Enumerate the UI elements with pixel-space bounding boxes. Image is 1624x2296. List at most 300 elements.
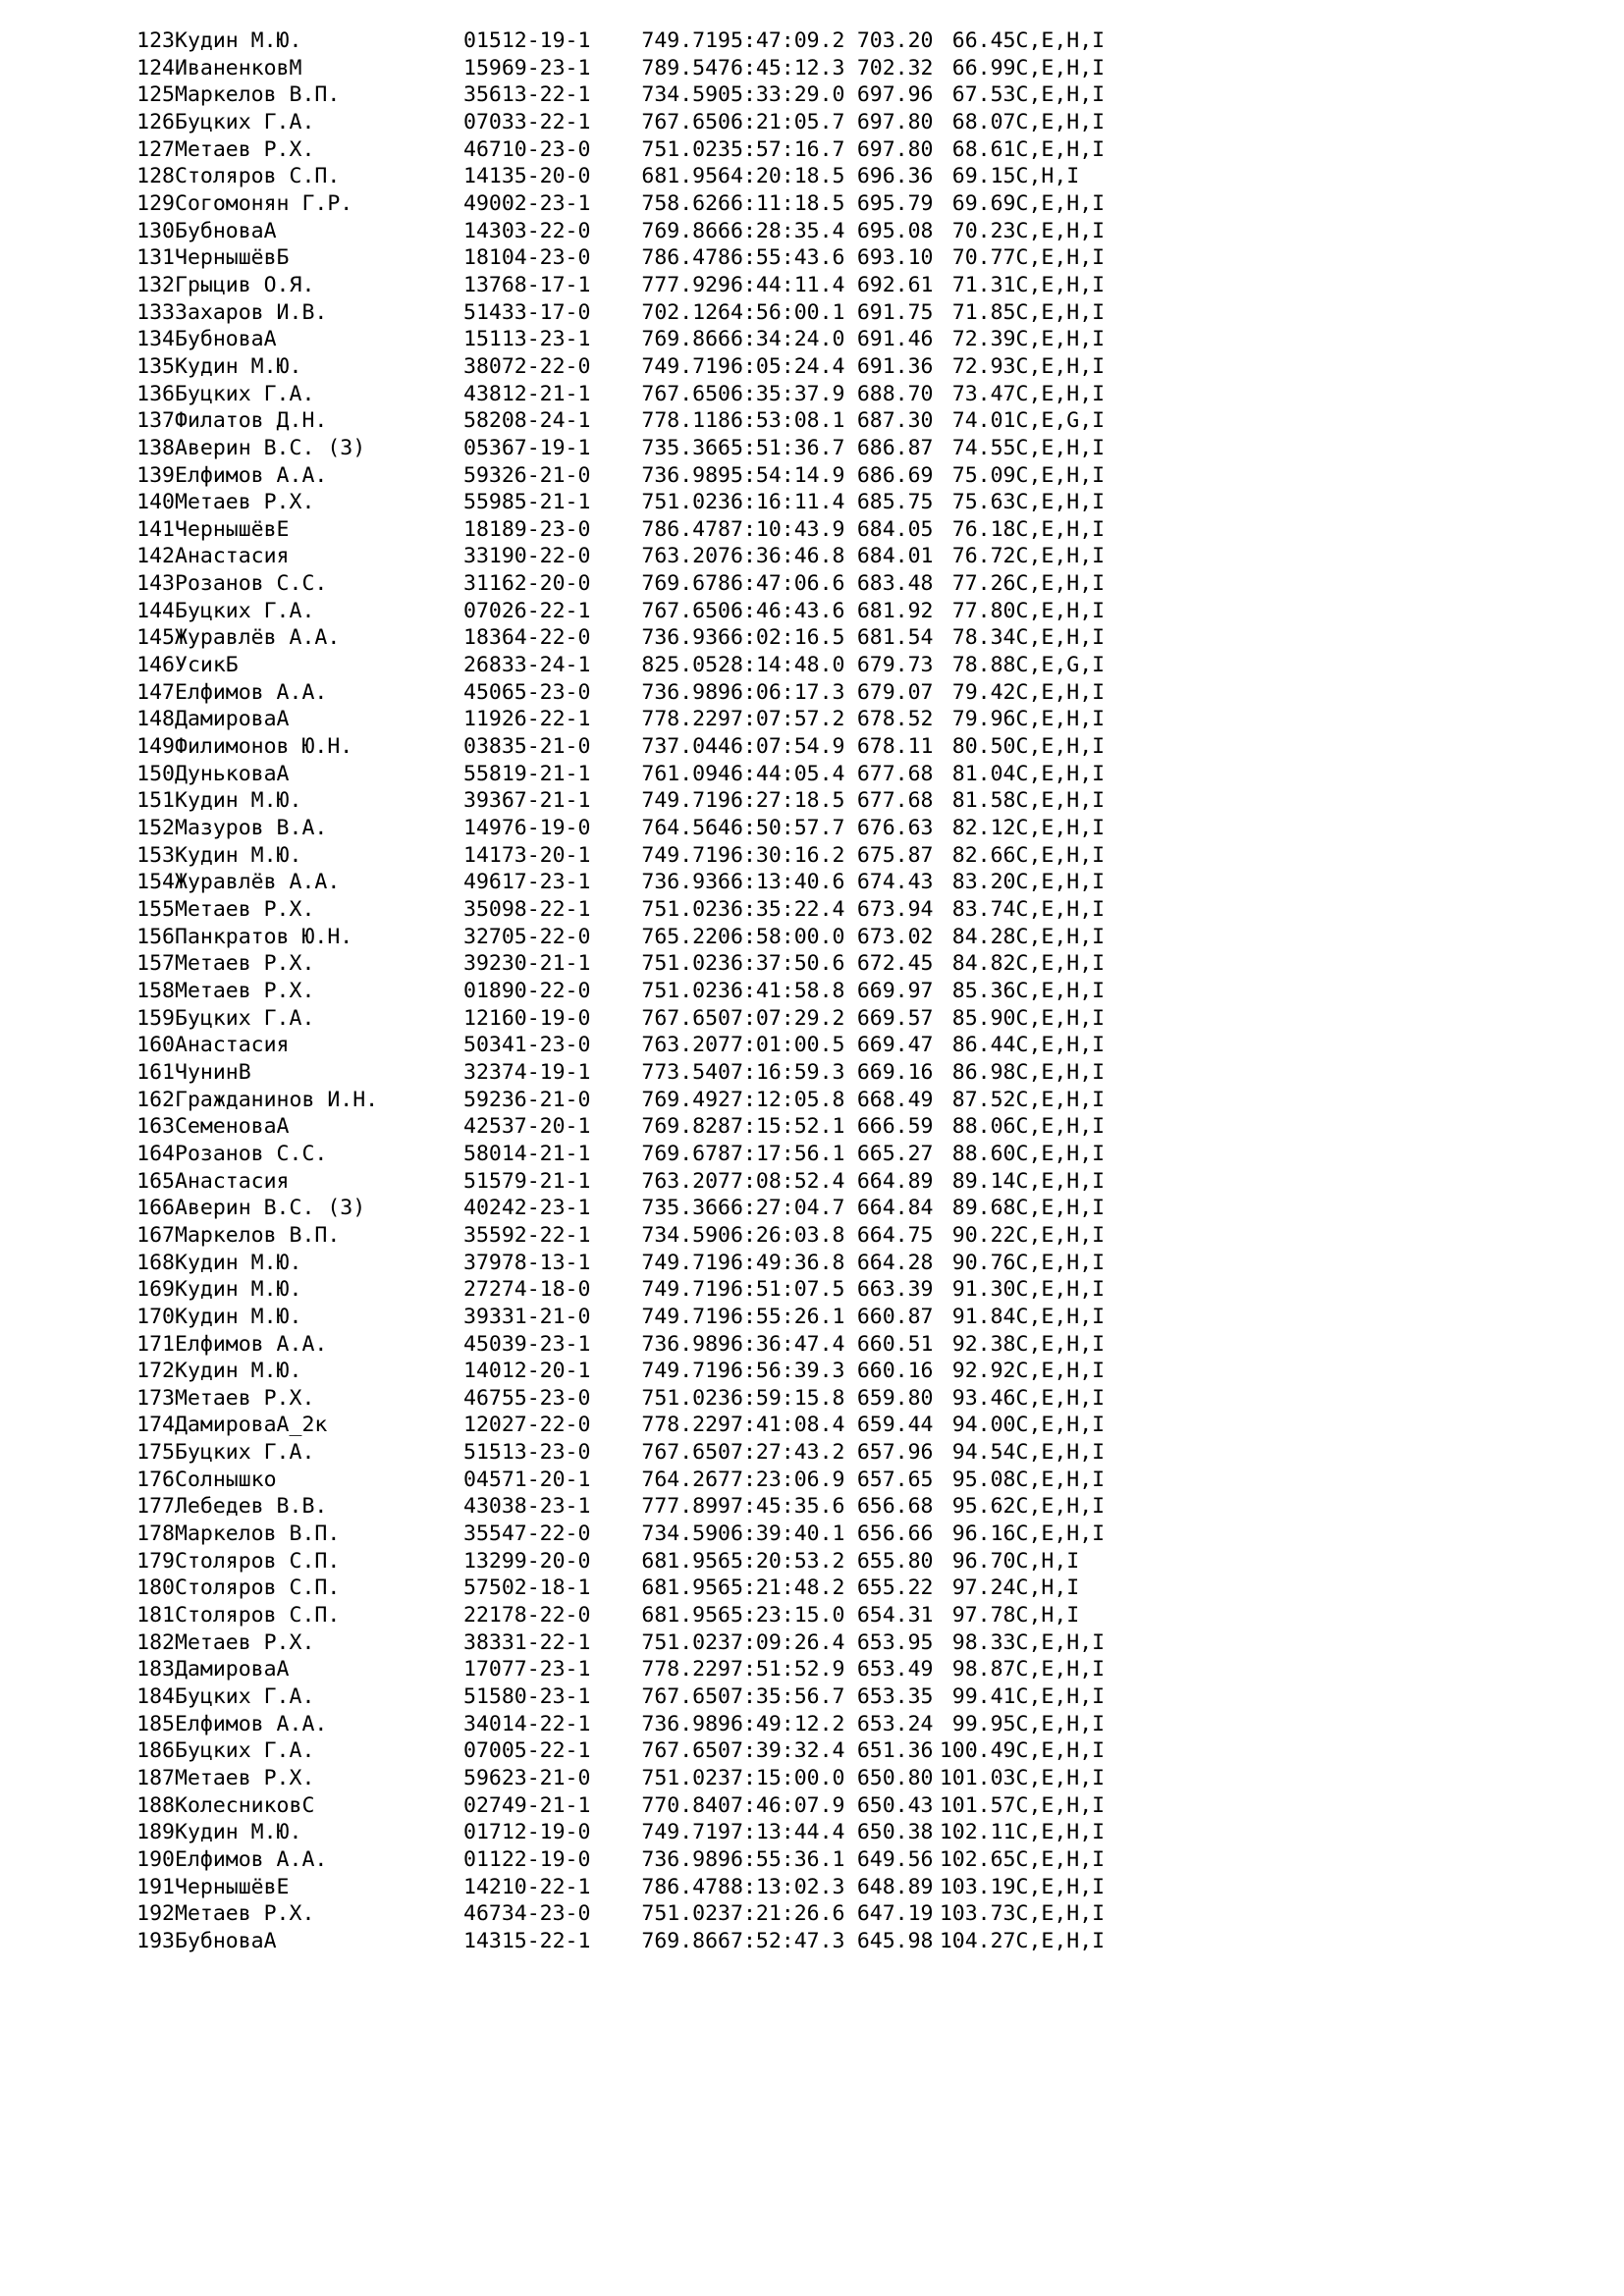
row-value3: 76.18 (951, 516, 1016, 542)
row-name: Метаев Р.Х. (175, 897, 315, 922)
row-value2: 650.38 (856, 1820, 934, 1845)
table-row (130, 435, 1105, 462)
row-value1: 736.989 (641, 462, 731, 488)
row-tags: C,E,G,I (1015, 653, 1106, 678)
row-value3: 79.96 (951, 707, 1016, 732)
row-time: 7:46:07.9 (731, 1792, 845, 1818)
row-name: Розанов С.С. (175, 571, 328, 597)
row-bib: 14315-22-1 (463, 1928, 591, 1953)
row-name: ДамироваА_2к (175, 1413, 328, 1438)
row-name: Метаев Р.Х. (175, 490, 315, 515)
table-row (130, 489, 1105, 516)
row-name: Маркелов В.П. (175, 82, 341, 108)
row-value3: 101.57 (939, 1792, 1016, 1818)
row-value1: 751.023 (641, 1385, 731, 1411)
row-rank: 123 (136, 28, 175, 53)
row-value1: 769.828 (641, 1114, 731, 1140)
row-value3: 92.92 (951, 1359, 1016, 1384)
row-bib: 27274-18-0 (463, 1277, 591, 1303)
row-value2: 649.56 (856, 1846, 934, 1872)
table-row (130, 218, 1105, 245)
row-value2: 653.49 (856, 1657, 934, 1682)
row-bib: 46734-23-0 (463, 1901, 591, 1927)
row-rank: 138 (136, 435, 175, 460)
row-value1: 769.678 (641, 1141, 731, 1166)
row-value3: 72.93 (951, 353, 1016, 379)
row-rank: 167 (136, 1222, 175, 1248)
row-value2: 666.59 (856, 1114, 934, 1140)
row-value3: 78.34 (951, 625, 1016, 651)
row-name: Елфимов А.А. (175, 1846, 328, 1872)
row-bib: 40242-23-1 (463, 1196, 591, 1221)
row-time: 5:21:48.2 (731, 1575, 845, 1601)
row-value3: 70.77 (951, 245, 1016, 271)
row-name: Аверин В.С. (З) (175, 1196, 366, 1221)
row-value2: 648.89 (856, 1874, 934, 1899)
row-tags: C,E,H,I (1015, 1250, 1106, 1275)
table-row (130, 1141, 1105, 1168)
row-rank: 143 (136, 571, 175, 597)
row-value3: 67.53 (951, 82, 1016, 108)
table-row (130, 733, 1105, 761)
row-tags: C,E,H,I (1015, 842, 1106, 868)
table-row (130, 1765, 1105, 1792)
row-value2: 681.92 (856, 598, 934, 623)
row-rank: 177 (136, 1494, 175, 1520)
row-tags: C,E,H,I (1015, 625, 1106, 651)
row-bib: 49617-23-1 (463, 870, 591, 895)
table-row (130, 598, 1105, 625)
row-bib: 07026-22-1 (463, 598, 591, 623)
row-value1: 735.366 (641, 435, 731, 460)
table-row (130, 326, 1105, 353)
row-rank: 191 (136, 1874, 175, 1899)
row-value1: 751.023 (641, 1901, 731, 1927)
row-bib: 01712-19-0 (463, 1820, 591, 1845)
row-bib: 14135-20-0 (463, 164, 591, 189)
row-rank: 190 (136, 1846, 175, 1872)
row-rank: 193 (136, 1928, 175, 1953)
row-name: Журавлёв А.А. (175, 625, 341, 651)
table-row (130, 896, 1105, 924)
row-time: 5:57:16.7 (731, 136, 845, 162)
row-value3: 84.28 (951, 924, 1016, 949)
row-time: 5:51:36.7 (731, 435, 845, 460)
row-bib: 02749-21-1 (463, 1792, 591, 1818)
row-rank: 131 (136, 245, 175, 271)
row-tags: C,E,H,I (1015, 1059, 1106, 1085)
row-tags: C,E,H,I (1015, 1792, 1106, 1818)
row-tags: C,E,H,I (1015, 734, 1106, 760)
row-value2: 695.79 (856, 190, 934, 216)
row-name: Елфимов А.А. (175, 679, 328, 705)
row-value3: 88.60 (951, 1141, 1016, 1166)
row-value3: 102.11 (939, 1820, 1016, 1845)
row-tags: C,E,H,I (1015, 1467, 1106, 1492)
row-rank: 153 (136, 842, 175, 868)
row-bib: 03835-21-0 (463, 734, 591, 760)
row-value3: 92.38 (951, 1331, 1016, 1357)
row-tags: C,E,H,I (1015, 1711, 1106, 1736)
row-value3: 81.04 (951, 761, 1016, 786)
row-rank: 166 (136, 1196, 175, 1221)
row-rank: 172 (136, 1359, 175, 1384)
row-value1: 763.207 (641, 1168, 731, 1194)
row-value3: 71.31 (951, 272, 1016, 297)
row-rank: 124 (136, 55, 175, 80)
row-rank: 173 (136, 1385, 175, 1411)
row-value3: 85.36 (951, 978, 1016, 1003)
row-tags: C,E,H,I (1015, 1222, 1106, 1248)
row-value2: 645.98 (856, 1928, 934, 1953)
table-row (130, 1439, 1105, 1467)
row-value1: 751.023 (641, 490, 731, 515)
row-value3: 71.85 (951, 299, 1016, 325)
row-value1: 749.719 (641, 1359, 731, 1384)
row-time: 6:46:43.6 (731, 598, 845, 623)
row-time: 6:59:15.8 (731, 1385, 845, 1411)
row-tags: C,E,H,I (1015, 1277, 1106, 1303)
row-value3: 102.65 (939, 1846, 1016, 1872)
table-row (130, 1168, 1105, 1196)
row-rank: 136 (136, 381, 175, 406)
row-value2: 651.36 (856, 1738, 934, 1764)
row-value3: 97.24 (951, 1575, 1016, 1601)
row-rank: 128 (136, 164, 175, 189)
row-name: Анастасия (175, 1033, 290, 1058)
row-rank: 126 (136, 109, 175, 134)
table-row (130, 1683, 1105, 1711)
row-name: Панкратов Ю.Н. (175, 924, 353, 949)
row-rank: 164 (136, 1141, 175, 1166)
row-rank: 159 (136, 1005, 175, 1031)
row-time: 7:52:47.3 (731, 1928, 845, 1953)
row-value3: 85.90 (951, 1005, 1016, 1031)
row-value2: 686.69 (856, 462, 934, 488)
row-time: 6:28:35.4 (731, 218, 845, 243)
row-rank: 158 (136, 978, 175, 1003)
row-rank: 169 (136, 1277, 175, 1303)
row-tags: C,E,H,I (1015, 82, 1106, 108)
row-value2: 684.05 (856, 516, 934, 542)
row-tags: C,E,H,I (1015, 679, 1106, 705)
row-value1: 767.650 (641, 1005, 731, 1031)
row-value2: 669.57 (856, 1005, 934, 1031)
row-value2: 672.45 (856, 951, 934, 977)
row-value1: 767.650 (641, 109, 731, 134)
row-rank: 146 (136, 653, 175, 678)
row-name: Елфимов А.А. (175, 1331, 328, 1357)
row-bib: 35547-22-0 (463, 1522, 591, 1547)
row-rank: 184 (136, 1684, 175, 1710)
row-value2: 676.63 (856, 816, 934, 841)
table-row (130, 1900, 1105, 1928)
row-value2: 697.80 (856, 136, 934, 162)
row-tags: C,E,H,I (1015, 353, 1106, 379)
row-rank: 134 (136, 327, 175, 352)
row-value2: 683.48 (856, 571, 934, 597)
row-name: Аверин В.С. (З) (175, 435, 366, 460)
row-bib: 50341-23-0 (463, 1033, 591, 1058)
row-tags: C,E,H,I (1015, 55, 1106, 80)
row-value1: 767.650 (641, 1738, 731, 1764)
row-value3: 69.15 (951, 164, 1016, 189)
table-row (130, 1602, 1105, 1629)
table-row (130, 543, 1105, 570)
row-tags: C,E,H,I (1015, 1901, 1106, 1927)
row-value3: 74.55 (951, 435, 1016, 460)
row-name: Розанов С.С. (175, 1141, 328, 1166)
row-rank: 179 (136, 1548, 175, 1574)
row-bib: 12027-22-0 (463, 1413, 591, 1438)
row-tags: C,E,H,I (1015, 1846, 1106, 1872)
row-tags: C,E,H,I (1015, 1522, 1106, 1547)
row-value1: 763.207 (641, 544, 731, 569)
row-bib: 49002-23-1 (463, 190, 591, 216)
row-name: Буцких Г.А. (175, 109, 315, 134)
row-value2: 677.68 (856, 788, 934, 814)
row-value2: 664.75 (856, 1222, 934, 1248)
row-bib: 14210-22-1 (463, 1874, 591, 1899)
row-time: 7:07:57.2 (731, 707, 845, 732)
row-tags: C,E,H,I (1015, 1413, 1106, 1438)
row-value1: 764.267 (641, 1467, 731, 1492)
row-time: 6:27:04.7 (731, 1196, 845, 1221)
row-value1: 749.719 (641, 788, 731, 814)
row-rank: 189 (136, 1820, 175, 1845)
row-bib: 01122-19-0 (463, 1846, 591, 1872)
row-value2: 660.87 (856, 1304, 934, 1329)
table-row (130, 1846, 1105, 1874)
row-value1: 735.366 (641, 1196, 731, 1221)
row-value1: 751.023 (641, 897, 731, 922)
row-rank: 147 (136, 679, 175, 705)
table-row (130, 950, 1105, 978)
row-rank: 161 (136, 1059, 175, 1085)
row-value3: 78.88 (951, 653, 1016, 678)
row-value3: 98.87 (951, 1657, 1016, 1682)
row-time: 6:21:05.7 (731, 109, 845, 134)
table-row (130, 842, 1105, 870)
table-row (130, 462, 1105, 490)
row-rank: 127 (136, 136, 175, 162)
row-time: 6:49:12.2 (731, 1711, 845, 1736)
row-value3: 82.12 (951, 816, 1016, 841)
row-value2: 679.07 (856, 679, 934, 705)
row-name: Буцких Г.А. (175, 598, 315, 623)
row-tags: C,E,H,I (1015, 924, 1106, 949)
row-bib: 07005-22-1 (463, 1738, 591, 1764)
row-value3: 101.03 (939, 1766, 1016, 1790)
row-time: 6:26:03.8 (731, 1222, 845, 1248)
table-row (130, 1819, 1105, 1846)
row-time: 6:13:40.6 (731, 870, 845, 895)
row-value2: 657.65 (856, 1467, 934, 1492)
table-row (130, 624, 1105, 652)
row-name: Столяров С.П. (175, 1548, 341, 1574)
row-value3: 98.33 (951, 1629, 1016, 1655)
row-name: Кудин М.Ю. (175, 1250, 302, 1275)
row-value1: 769.866 (641, 218, 731, 243)
row-tags: C,H,I (1015, 1575, 1080, 1601)
row-bib: 46710-23-0 (463, 136, 591, 162)
row-value1: 749.719 (641, 1820, 731, 1845)
row-value3: 100.49 (939, 1738, 1016, 1764)
row-value3: 94.00 (951, 1413, 1016, 1438)
row-tags: C,H,I (1015, 164, 1080, 189)
row-time: 7:15:00.0 (731, 1766, 845, 1790)
row-tags: C,E,H,I (1015, 1005, 1106, 1031)
row-value1: 702.126 (641, 299, 731, 325)
row-value2: 697.96 (856, 82, 934, 108)
row-value2: 703.20 (856, 28, 934, 53)
table-row (130, 190, 1105, 218)
row-value2: 655.22 (856, 1575, 934, 1601)
row-value1: 761.094 (641, 761, 731, 786)
row-tags: C,E,H,I (1015, 1114, 1106, 1140)
row-value2: 660.16 (856, 1359, 934, 1384)
row-value1: 736.989 (641, 679, 731, 705)
row-name: Метаев Р.Х. (175, 1766, 315, 1790)
row-time: 6:51:07.5 (731, 1277, 845, 1303)
row-tags: C,E,H,I (1015, 1766, 1106, 1790)
row-tags: C,E,H,I (1015, 1494, 1106, 1520)
row-value1: 769.866 (641, 327, 731, 352)
row-value3: 76.72 (951, 544, 1016, 569)
row-bib: 39331-21-0 (463, 1304, 591, 1329)
table-row (130, 407, 1105, 435)
row-tags: C,E,H,I (1015, 1385, 1106, 1411)
row-bib: 39230-21-1 (463, 951, 591, 977)
row-value2: 663.39 (856, 1277, 934, 1303)
row-rank: 133 (136, 299, 175, 325)
row-time: 7:51:52.9 (731, 1657, 845, 1682)
row-name: ЧернышёвБ (175, 245, 290, 271)
row-value3: 77.80 (951, 598, 1016, 623)
row-time: 6:27:18.5 (731, 788, 845, 814)
row-rank: 139 (136, 462, 175, 488)
row-tags: C,E,H,I (1015, 299, 1106, 325)
table-row (130, 1737, 1105, 1765)
row-value1: 778.229 (641, 707, 731, 732)
row-name: Кудин М.Ю. (175, 28, 302, 53)
row-value2: 659.80 (856, 1385, 934, 1411)
row-value1: 777.899 (641, 1494, 731, 1520)
row-value3: 68.61 (951, 136, 1016, 162)
row-bib: 26833-24-1 (463, 653, 591, 678)
row-time: 5:54:14.9 (731, 462, 845, 488)
row-rank: 144 (136, 598, 175, 623)
row-value3: 68.07 (951, 109, 1016, 134)
row-value3: 104.27 (939, 1928, 1016, 1953)
row-value2: 673.02 (856, 924, 934, 949)
row-value1: 681.956 (641, 1575, 731, 1601)
table-row (130, 55, 1105, 82)
row-value3: 82.66 (951, 842, 1016, 868)
table-row (130, 109, 1105, 136)
row-bib: 01512-19-1 (463, 28, 591, 53)
row-time: 6:34:24.0 (731, 327, 845, 352)
row-time: 7:16:59.3 (731, 1059, 845, 1085)
row-name: УсикБ (175, 653, 239, 678)
row-bib: 15969-23-1 (463, 55, 591, 80)
row-bib: 14173-20-1 (463, 842, 591, 868)
row-tags: C,E,H,I (1015, 1141, 1106, 1166)
row-bib: 51579-21-1 (463, 1168, 591, 1194)
row-bib: 35613-22-1 (463, 82, 591, 108)
row-name: Гражданинов И.Н. (175, 1087, 379, 1112)
row-rank: 137 (136, 408, 175, 434)
row-name: Лебедев В.В. (175, 1494, 328, 1520)
row-value3: 91.30 (951, 1277, 1016, 1303)
row-name: Кудин М.Ю. (175, 842, 302, 868)
row-value1: 736.936 (641, 625, 731, 651)
row-tags: C,E,H,I (1015, 435, 1106, 460)
row-value3: 95.08 (951, 1467, 1016, 1492)
row-time: 7:01:00.5 (731, 1033, 845, 1058)
row-value3: 73.47 (951, 381, 1016, 406)
row-rank: 187 (136, 1766, 175, 1790)
row-rank: 160 (136, 1033, 175, 1058)
row-rank: 182 (136, 1629, 175, 1655)
row-tags: C,E,H,I (1015, 978, 1106, 1003)
row-time: 6:06:17.3 (731, 679, 845, 705)
row-value1: 736.936 (641, 870, 731, 895)
row-time: 6:36:47.4 (731, 1331, 845, 1357)
table-row (130, 272, 1105, 299)
row-name: Буцких Г.А. (175, 381, 315, 406)
row-value3: 95.62 (951, 1494, 1016, 1520)
row-name: ЧернышёвЕ (175, 516, 290, 542)
table-row (130, 1412, 1105, 1439)
row-name: Согомонян Г.Р. (175, 190, 353, 216)
row-value1: 767.650 (641, 1684, 731, 1710)
row-value3: 96.70 (951, 1548, 1016, 1574)
row-rank: 141 (136, 516, 175, 542)
row-time: 7:23:06.9 (731, 1467, 845, 1492)
row-name: Мазуров В.А. (175, 816, 328, 841)
row-value1: 763.207 (641, 1033, 731, 1058)
row-rank: 145 (136, 625, 175, 651)
row-value1: 786.478 (641, 1874, 731, 1899)
row-bib: 37978-13-1 (463, 1250, 591, 1275)
row-value1: 749.719 (641, 1250, 731, 1275)
row-time: 6:41:58.8 (731, 978, 845, 1003)
row-value2: 686.87 (856, 435, 934, 460)
row-value1: 767.650 (641, 1440, 731, 1466)
row-value2: 657.96 (856, 1440, 934, 1466)
row-name: Анастасия (175, 544, 290, 569)
row-time: 6:44:11.4 (731, 272, 845, 297)
row-value3: 83.74 (951, 897, 1016, 922)
row-tags: C,E,H,I (1015, 136, 1106, 162)
row-name: Маркелов В.П. (175, 1522, 341, 1547)
row-tags: C,E,H,I (1015, 28, 1106, 53)
row-value1: 786.478 (641, 245, 731, 271)
row-tags: C,E,H,I (1015, 571, 1106, 597)
row-value1: 769.492 (641, 1087, 731, 1112)
row-name: Грыцив О.Я. (175, 272, 315, 297)
row-bib: 01890-22-0 (463, 978, 591, 1003)
row-tags: C,E,H,I (1015, 544, 1106, 569)
row-bib: 38331-22-1 (463, 1629, 591, 1655)
row-bib: 51580-23-1 (463, 1684, 591, 1710)
row-name: БубноваА (175, 327, 277, 352)
row-value2: 674.43 (856, 870, 934, 895)
row-time: 5:47:09.2 (731, 28, 845, 53)
row-name: ЧунинВ (175, 1059, 251, 1085)
row-value1: 749.719 (641, 1277, 731, 1303)
